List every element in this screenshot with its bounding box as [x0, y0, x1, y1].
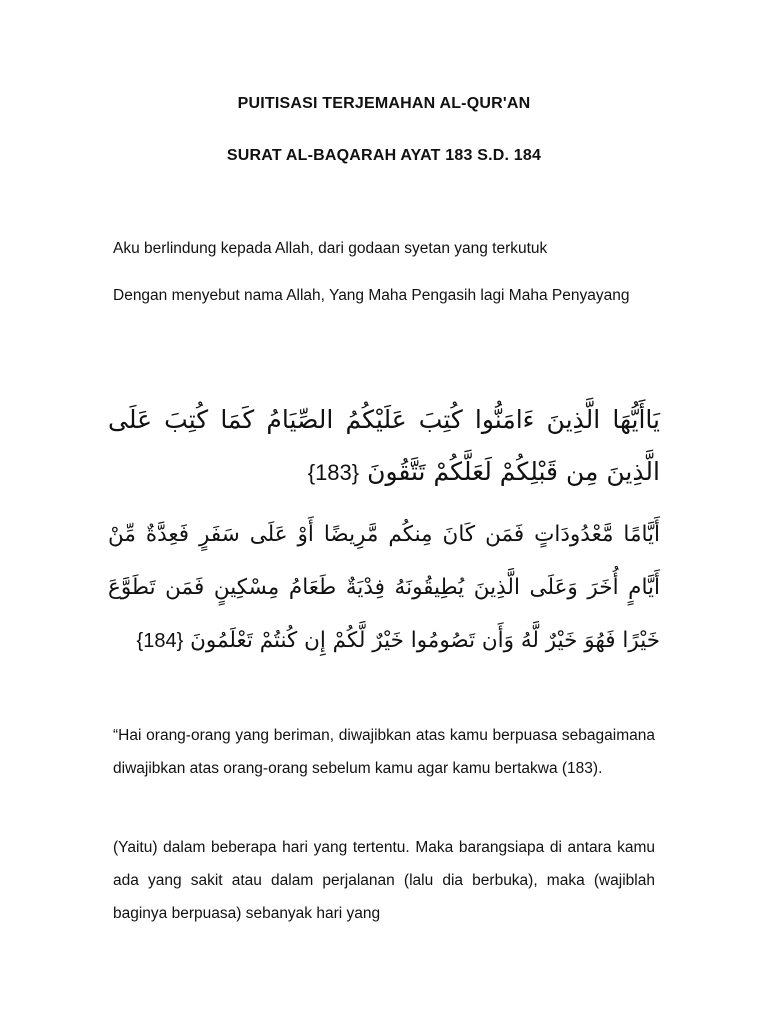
translation-verse-184: (Yaitu) dalam beberapa hari yang tertentu. Maka barangsiapa di antara kamu ada yang sakit atau dalam perjalanan (lalu dia berbuka), maka (wajiblah baginya berpuasa) sebanyak hari yang — [113, 839, 655, 922]
arabic-verse-183-text: يَاأَيُّهَا الَّذِينَ ءَامَنُّوا كُتِبَ عَلَيْكُمُ الصِّيَامُ كَمَا كُتِبَ عَلَى الَّذِينَ مِن قَبْلِكُمْ لَعَلَّكُمْ تَتَّقُونَ — [108, 405, 660, 486]
document-title: PUITISASI TERJEMAHAN AL-QUR'AN — [237, 95, 531, 112]
arabic-verse-184-text: أَيَّامًا مَّعْدُودَاتٍ فَمَن كَانَ مِنكُم مَّرِيضًا أَوْ عَلَى سَفَرٍ فَعِدَّةٌ مِّنْ أَيَّامٍ أُخَرَ وَعَلَى الَّذِينَ يُطِيقُونَهُ فِدْيَةٌ طَعَامُ مِسْكِينٍ فَمَن تَطَوَّعَ خَيْرًا فَهُوَ خَيْرٌ لَّهُ وَأَن تَصُومُوا خَيْرٌ لَّكُمْ إِن كُنتُمْ تَعْلَمُونَ — [108, 522, 660, 653]
verse-number-183: {183} — [307, 460, 360, 485]
verse-number-184: {184} — [136, 630, 184, 652]
translation-verse-183: “Hai orang-orang yang beriman, diwajibkan atas kamu berpuasa sebagaimana diwajibkan atas orang-orang sebelum kamu agar kamu bertakwa (183). — [113, 727, 655, 777]
document-subtitle: SURAT AL-BAQARAH AYAT 183 S.D. 184 — [226, 147, 542, 164]
basmalah-paragraph: Dengan menyebut nama Allah, Yang Maha Pengasih lagi Maha Penyayang — [113, 287, 630, 304]
taawudz-paragraph: Aku berlindung kepada Allah, dari godaan syetan yang terkutuk — [113, 240, 548, 257]
arabic-verse-184 — [108, 508, 660, 668]
arabic-verse-183 — [108, 394, 660, 499]
